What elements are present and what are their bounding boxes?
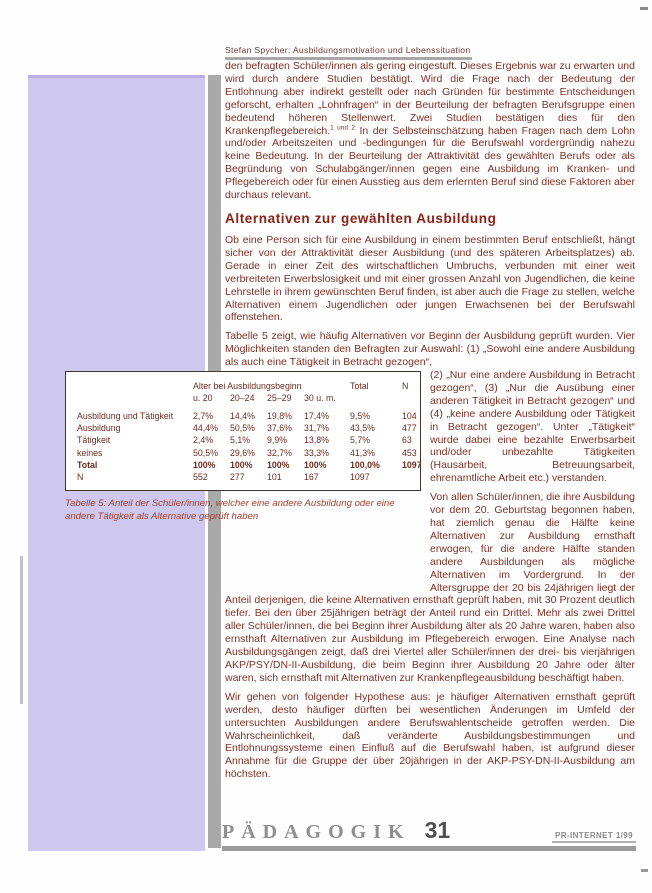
table5-n-header: N: [402, 381, 409, 392]
paragraph-1-text: den befragten Schüler/innen als gering eingestuft. Dieses Ergebnis war zu erwarten und wird durch andere Studien bestätigt. Wird die Frage nach der Bedeutung der Entlohnung aber indirekt gestellt oder nach Gründen für bestimmte Entscheidungen geforscht, erhalten „Lohnfragen“ in der Beurteilung der befragten Berufsgruppe einen bedeutend höheren Stellenwert. Zwei Studien bestätigen dies für den Krankenpflegebereich.: [225, 60, 635, 137]
row-label: N: [77, 472, 84, 483]
cell: 31,7%: [304, 422, 329, 433]
table-row: [75, 422, 430, 434]
table5-age-col: u. 20: [193, 393, 213, 404]
paragraph-3-continued: (2) „Nur eine andere Ausbildung in Betracht gezogen“, (3) „Nur die Ausübung einer anderen Tätigkeit in Betracht gezogen“ und (4) „keine andere Ausbildung oder Tätigkeit in Betracht gezogen“. Unter „Tätigkeit“ wurde dabei eine bezahlte Erwerbsarbeit und/oder unbezahlte Tätigkeiten (Hausarbeit, Betreuungsarbeit, ehrenamtliche Arbeit etc.) verstanden.: [430, 369, 635, 485]
table5-box: [65, 371, 421, 491]
cell: 32,7%: [267, 447, 292, 458]
cell-total: 9,5%: [350, 410, 371, 421]
paragraph-1-continued: In der Selbsteinschätzung haben Fragen nach dem Lohn und/oder Arbeitszeiten und -bedingungen für die Berufswahl vordergründig nahezu keine Bedeutung. In der Beurteilung der Attraktivität des gewählten Berufs oder als Begründung von Schulabgänger/innen gegen eine Ausbildung im Kranken- und Pflegebereich oder für einen Ausstieg aus dem erlernten Beruf sind diese Faktoren aber durchaus relevant.: [225, 124, 636, 202]
row-label: Total: [77, 459, 98, 470]
paragraph-1: [225, 60, 635, 202]
cell-total: 100,0%: [350, 459, 380, 470]
cell: 13,8%: [304, 435, 329, 446]
section-heading: Alternativen zur gewählten Ausbildung: [225, 210, 497, 226]
float-spacer: [65, 523, 421, 583]
footnote-superscript: 1 und 2: [330, 124, 355, 132]
table-row: [75, 447, 430, 459]
cell: 19,8%: [267, 410, 292, 421]
journal-issue-label: PR-INTERNET 1/99: [552, 831, 636, 843]
table-row-n: [75, 471, 430, 483]
main-text-column: [65, 44, 636, 787]
table5-age-group-header: Alter bei Ausbildungsbeginn: [193, 381, 302, 392]
cell-n: 104: [402, 410, 417, 421]
table-row: [75, 410, 430, 422]
paragraph-2: Ob eine Person sich für eine Ausbildung in einem bestimmten Beruf entschließt, hängt sicher von der Attraktivität dieser Ausbildung (und des späteren Arbeitsplatzes) ab. Gerade in einer Zeit des wirtschaftlichen Umbruchs, verbunden mit einer weit verbreiteten Erwerbslosigkeit und mit einer grossen Anzahl von Jugendlichen, die keine Lehrstelle in ihrem gewünschten Beruf finden, ist aber auch die Frage zu stellen, welche Alternativen einem Jugendlichen oder jungen Erwachsenen bei der Berufswahl offenstehen.: [225, 233, 635, 324]
table5-age-col: 25–29: [267, 393, 292, 404]
cell-total: 1097: [350, 472, 370, 483]
cell: 100%: [304, 459, 327, 470]
cell-total: 41,3%: [350, 447, 375, 458]
paragraph-3-intro: Tabelle 5 zeigt, wie häufig Alternativen vor Beginn der Ausbildung geprüft wurden. Vier Möglichkeiten standen den Befragten zur Auswahl: (1) „Sowohl eine andere Ausbildung als auch eine Tätigkeit in Betracht gezogen“,: [225, 330, 635, 369]
scan-artifact-bottom-right: [641, 869, 648, 872]
row-label: Ausbildung und Tätigkeit: [77, 410, 174, 421]
cell: 100%: [193, 459, 216, 470]
cell-n: 477: [402, 422, 417, 433]
cell: 37,6%: [267, 422, 292, 433]
cell: 29,6%: [230, 447, 255, 458]
cell: 33,3%: [304, 447, 329, 458]
cell: 50,5%: [230, 422, 255, 433]
cell: 552: [193, 472, 208, 483]
table5-total-header: Total: [350, 381, 369, 392]
table5-age-col: 20–24: [230, 393, 255, 404]
table5-header-group-row: [75, 380, 430, 392]
paragraph-4: Von allen Schüler/innen, die ihre Ausbildung vor dem 20. Geburtstag begonnen haben, hat ziemlich genau die Hälfte keine Alternativen zur Ausbildung ernsthaft erwogen, für die andere Hälfte standen andere Ausbildungen als mögliche Alternativen im Vordergrund. In der Altersgruppe der 20 bis 24jährigen liegt der Anteil derjenigen, die keine Alternativen ernsthaft geprüft haben, mit 30 Prozent deutlich tiefer. Bei den über 25jährigen beträgt der Anteil rund ein Drittel. Mehr als zwei Drittel aller Schüler/innen, die bei Beginn ihrer Ausbildung älter als 20 Jahre waren, haben also ernsthaft Alternativen zur Ausbildung im Pflegebereich erwogen. Eine Analyse nach Ausbildungsgängen zeigt, daß drei Viertel aller Schüler/innen der drei- bis vierjährigen AKP/PSY/DN-II-Ausbildung, die beim Beginn ihrer Ausbildung 20 Jahre oder älter waren, sich ernsthaft mit Alternativen zur Krankenpflegeausbildung beschäftigt haben.: [225, 491, 635, 684]
cell-total: 5,7%: [350, 435, 371, 446]
table-row: [75, 434, 430, 446]
cell: 14,4%: [230, 410, 255, 421]
cell: 44,4%: [193, 422, 218, 433]
footer-row: [222, 817, 636, 844]
table5-empty-cell: [348, 392, 400, 409]
table5: [75, 380, 430, 483]
cell: 5,1%: [230, 435, 251, 446]
cell: 2,4%: [193, 435, 214, 446]
cell-n: 63: [402, 435, 412, 446]
cell: 2,7%: [193, 410, 214, 421]
row-label: Tätigkeit: [77, 435, 111, 446]
journal-section-title: PÄDAGOGIK: [222, 821, 411, 843]
row-label: keines: [77, 447, 103, 458]
table5-age-col: 30 u. m.: [304, 393, 336, 404]
table5-caption: Tabelle 5: Anteil der Schüler/innen, welcher eine andere Ausbildung oder eine andere Tätigkeit als Alternative geprüft haben: [65, 498, 395, 522]
cell: 17,4%: [304, 410, 329, 421]
row-label: Ausbildung: [77, 422, 121, 433]
table-row-total: [75, 459, 430, 471]
page-footer: [222, 817, 636, 851]
scan-artifact-left-line: [20, 556, 23, 704]
scan-artifact-top-right: [640, 7, 648, 10]
cell-n: [400, 471, 430, 483]
cell: 100%: [267, 459, 290, 470]
table5-block: [65, 371, 421, 583]
cell: 167: [304, 472, 319, 483]
table5-empty-cell: [400, 392, 430, 409]
cell: 100%: [230, 459, 253, 470]
paragraph-5: Wir gehen von folgender Hypothese aus: je häufiger Alternativen ernsthaft geprüft werden, desto häufiger dürften bei wesentlichen Änderungen im Umfeld der untersuchten Ausbildungen andere Berufswahlentscheide getroffen werden. Die Wahrscheinlichkeit, daß veränderte Ausbildungsbestimmungen und Entlohnungssysteme einen Einfluß auf die Berufswahl haben, ist aufgrund dieser Annahme für die Gruppe der über 20jährigen in der AKP-PSY-DN-II-Ausbildung am höchsten.: [225, 690, 635, 781]
cell: 9,9%: [267, 435, 288, 446]
cell: 50,5%: [193, 447, 218, 458]
running-head: Stefan Spycher: Ausbildungsmotivation und Lebenssituation: [225, 45, 472, 60]
cell: 277: [230, 472, 245, 483]
table5-age-subheader-row: [75, 392, 430, 409]
cell-n: 453: [402, 447, 417, 458]
cell: 101: [267, 472, 282, 483]
footer-rule: [222, 846, 636, 851]
cell-total: 43,5%: [350, 422, 375, 433]
cell-n: 1097: [402, 459, 422, 470]
page-number: 31: [424, 817, 451, 843]
table5-corner-cell: [75, 380, 191, 392]
table5-corner-cell: [75, 392, 191, 409]
